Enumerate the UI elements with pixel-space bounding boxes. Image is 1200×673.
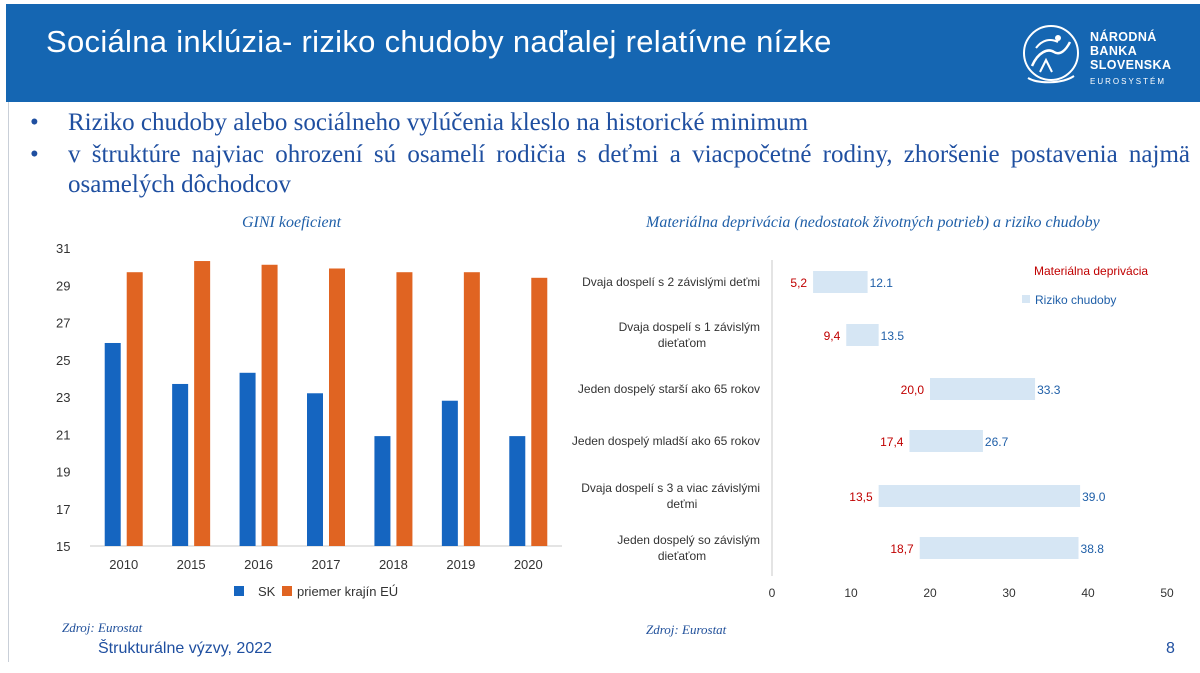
bullet-text: Riziko chudoby alebo sociálneho vylúčenia kleslo na historické minimum <box>68 109 809 136</box>
risk-label: 26.7 <box>984 435 1009 449</box>
gini-chart-title: GINI koeficient <box>242 214 342 231</box>
bar-sk <box>240 373 256 546</box>
range-bar <box>930 378 1035 400</box>
legend-swatch-risk <box>1022 295 1030 303</box>
deprivation-label: 9,4 <box>823 329 841 343</box>
x-tick-label: 20 <box>923 586 937 600</box>
legend-swatch-sk <box>234 586 244 596</box>
bullet-text: v štruktúre najviac ohrození sú osamelí rodičia s deťmi a viacpočetné rodiny, zhoršenie postavenia najmä osamelých dôchodcov <box>68 141 1190 198</box>
logo-subtitle: EUROSYSTÉM <box>1090 77 1167 86</box>
x-tick-label: 2017 <box>311 557 341 572</box>
nbs-logo <box>1018 22 1198 92</box>
footer-title: Štrukturálne výzvy, 2022 <box>98 640 273 657</box>
x-tick-label: 2016 <box>244 557 274 572</box>
y-tick-label: 21 <box>56 427 71 443</box>
deprivation-source: Zdroj: Eurostat <box>646 622 727 637</box>
y-tick-label: 25 <box>56 352 71 368</box>
bullet-item <box>30 108 1190 138</box>
category-label: dieťaťom <box>657 336 707 350</box>
bullet-item <box>30 140 1190 200</box>
header-bar <box>6 4 1200 102</box>
y-tick-label: 27 <box>56 315 71 331</box>
y-tick-label: 15 <box>56 539 71 554</box>
risk-label: 38.8 <box>1080 542 1104 556</box>
deprivation-label: 18,7 <box>890 542 914 556</box>
risk-label: 12.1 <box>869 276 893 290</box>
x-tick-label: 50 <box>1160 586 1174 600</box>
risk-label: 39.0 <box>1082 490 1106 504</box>
legend-swatch-eu <box>282 586 292 596</box>
legend-label-risk: Riziko chudoby <box>1035 293 1117 307</box>
category-label: Jeden dospelý mladší ako 65 rokov <box>571 434 760 448</box>
category-label: dieťaťom <box>657 549 707 563</box>
deprivation-label: 17,4 <box>880 435 904 449</box>
bar-sk <box>307 393 323 546</box>
range-bar <box>879 485 1080 507</box>
legend-label-eu: priemer krajín EÚ <box>297 584 399 599</box>
y-tick-label: 29 <box>56 278 71 294</box>
page-number: 8 <box>1166 640 1175 657</box>
logo-wordmark: NÁRODNÁ BANKA SLOVENSKA <box>1090 30 1172 72</box>
deprivation-label: 20,0 <box>900 383 924 397</box>
range-bar <box>909 430 982 452</box>
y-tick-label: 17 <box>56 501 71 517</box>
risk-label: 13.5 <box>880 329 905 343</box>
deprivation-label: 13,5 <box>849 490 873 504</box>
category-label: Dvaja dospelí s 2 závislými deťmi <box>582 275 760 289</box>
page-title: Sociálna inklúzia- riziko chudoby naďalej relatívne nízke <box>46 24 832 59</box>
x-tick-label: 2015 <box>176 557 206 572</box>
x-tick-label: 2020 <box>513 557 543 572</box>
category-label: Jeden dospelý so závislým <box>617 533 760 547</box>
gini-chart <box>0 230 580 610</box>
x-tick-label: 10 <box>844 586 858 600</box>
category-label: Dvaja dospelí s 1 závislým <box>618 320 760 334</box>
bullet-marker: • <box>30 109 39 136</box>
range-bar <box>813 271 868 293</box>
bar-eu <box>262 265 278 546</box>
x-tick-label: 2018 <box>378 557 408 572</box>
category-label: Jeden dospelý starší ako 65 rokov <box>577 382 760 396</box>
y-tick-label: 19 <box>56 464 71 480</box>
deprivation-label: 5,2 <box>790 276 808 290</box>
bar-eu <box>194 261 210 546</box>
bullet-marker: • <box>30 141 39 168</box>
legend-label-deprivation: Materiálna deprivácia <box>1034 264 1149 278</box>
x-tick-label: 2019 <box>446 557 476 572</box>
bar-eu <box>329 268 345 546</box>
nbs-emblem-icon <box>1018 22 1084 88</box>
y-tick-label: 23 <box>56 390 71 405</box>
bullet-list <box>30 108 1190 202</box>
y-tick-label: 31 <box>56 241 71 256</box>
deprivation-chart-title: Materiálna deprivácia (nedostatok životných potrieb) a riziko chudoby <box>646 214 1100 231</box>
range-bar <box>846 324 878 346</box>
x-tick-label: 30 <box>1002 586 1016 600</box>
bar-eu <box>127 272 143 546</box>
bar-sk <box>374 436 390 546</box>
x-tick-label: 40 <box>1081 586 1095 600</box>
bar-sk <box>442 401 458 546</box>
bar-eu <box>531 278 547 546</box>
bar-eu <box>464 272 480 546</box>
category-label: Dvaja dospelí s 3 a viac závislými <box>581 481 760 495</box>
range-bar <box>920 537 1079 559</box>
bar-eu <box>396 272 412 546</box>
deprivation-chart <box>560 250 1200 610</box>
legend-label-sk: SK <box>258 584 276 599</box>
bar-sk <box>172 384 188 546</box>
x-tick-label: 0 <box>768 586 776 600</box>
bar-sk <box>105 343 121 546</box>
risk-label: 33.3 <box>1037 383 1061 397</box>
gini-source: Zdroj: Eurostat <box>62 620 143 635</box>
category-label: deťmi <box>666 497 698 511</box>
bar-sk <box>509 436 525 546</box>
x-tick-label: 2010 <box>109 557 139 572</box>
